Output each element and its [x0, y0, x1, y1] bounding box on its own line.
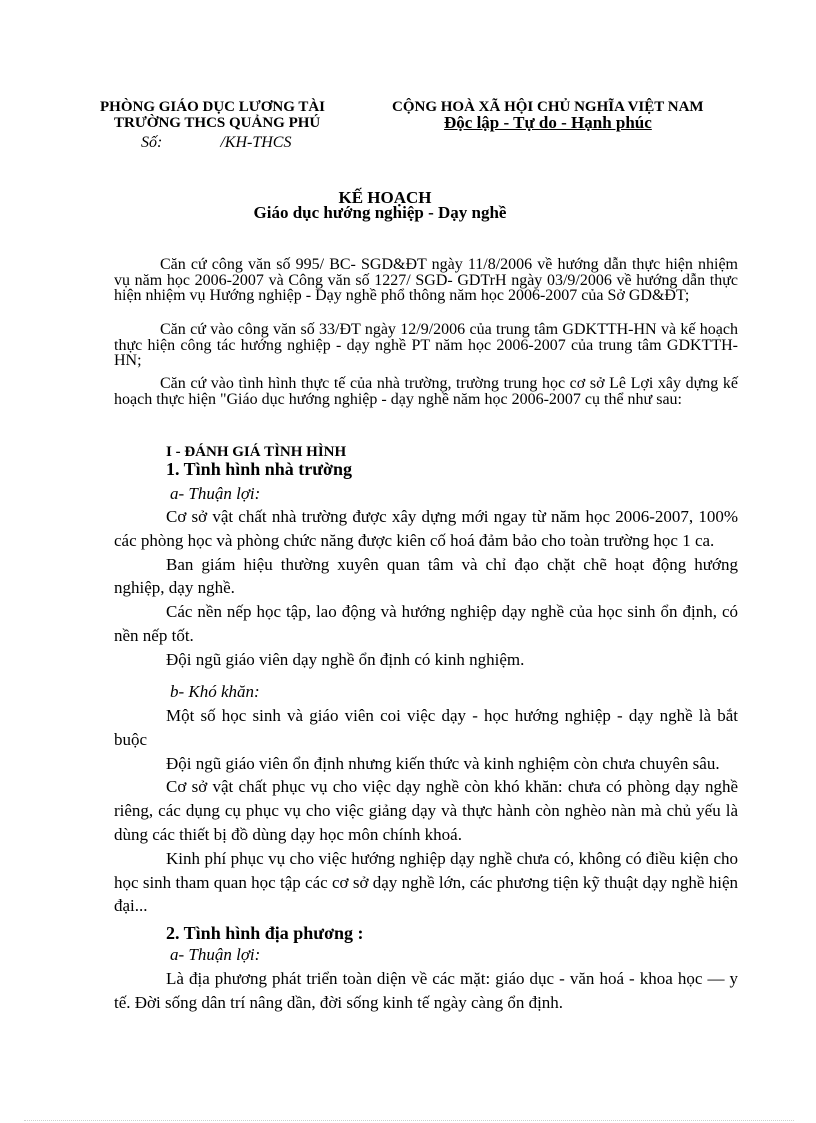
national-title: CỘNG HOÀ XÃ HỘI CHỦ NGHĨA VIỆT NAM [392, 99, 704, 115]
subsection-heading: 2. Tình hình địa phương : [166, 923, 364, 943]
body-paragraph: Đội ngũ giáo viên dạy nghề ổn định có kinh nghiệm. [166, 649, 525, 669]
body-paragraph: Ban giám hiệu thường xuyên quan tâm và chỉ đạo chặt chẽ hoạt động hướng nghiệp, dạy nghề. [114, 554, 738, 598]
national-motto: Độc lập - Tự do - Hạnh phúc [444, 113, 652, 132]
document-number-label: Số: [141, 134, 163, 151]
difficulties-list [114, 704, 738, 918]
body-paragraph: Đội ngũ giáo viên ổn định nhưng kiến thức và kinh nghiệm còn chưa chuyên sâu. [166, 753, 720, 773]
agency-header [100, 99, 325, 131]
body-paragraph: Một số học sinh và giáo viên coi việc dạy - học hướng nghiệp - dạy nghề là bắt buộc [114, 706, 738, 749]
section-heading: I - ĐÁNH GIÁ TÌNH HÌNH [166, 444, 347, 460]
agency-name: PHÒNG GIÁO DỤC LƯƠNG TÀI [100, 99, 326, 115]
preamble-paragraph: Căn cứ công văn số 995/ BC- SGD&ĐT ngày 11/8/2006 về hướng dẫn thực hiện nhiệm vụ năm học 2006-2007 và Công văn số 1227/ SGD- GDTrH ngày 03/9/2006 về hướng dẫn thực hiện nhiệm vụ Hướng nghiệp - Dạy nghề phổ thông năm học 2006-2007 của Sở GD&ĐT; [114, 256, 738, 305]
preamble-paragraph: Căn cứ vào công văn số 33/ĐT ngày 12/9/2006 của trung tâm GDKTTH-HN và kế hoạch thực hiện công tác hướng nghiệp - dạy nghề PT năm học 2006-2007 của trung tâm GDKTTH-HN; [114, 321, 738, 370]
local-advantages-list [114, 967, 738, 1015]
body-paragraph: Kinh phí phục vụ cho việc hướng nghiệp dạy nghề chưa có, không có điều kiện cho học sinh tham quan học tập các cơ sở dạy nghề lớn, các phương tiện kỹ thuật dạy nghề hiện đại... [114, 848, 738, 916]
document-number [141, 134, 291, 152]
body-paragraph: Là địa phương phát triển toàn diện về các mặt: giáo dục - văn hoá - khoa học — y tế. Đời sống dân trí nâng dần, đời sống kinh tế ngày càng ổn định. [114, 969, 738, 1012]
document-number-code: /KH-THCS [220, 134, 292, 151]
document-subtitle: Giáo dục hướng nghiệp - Dạy nghề [253, 203, 507, 222]
advantages-list [114, 505, 738, 672]
advantages-label: a- Thuận lợi: [170, 484, 261, 503]
body-paragraph: Cơ sở vật chất phục vụ cho việc dạy nghề còn khó khăn: chưa có phòng dạy nghề riêng, các dụng cụ phục vụ cho việc giảng dạy và thực hành còn nghèo nàn mà chủ yếu là dùng các thiết bị đồ dùng dạy học môn chính khoá. [114, 777, 738, 844]
school-name: TRƯỜNG THCS QUẢNG PHÚ [114, 115, 321, 131]
national-header [392, 99, 704, 131]
body-paragraph: Các nền nếp học tập, lao động và hướng nghiệp dạy nghề của học sinh ổn định, có nền nếp tốt. [114, 602, 738, 645]
difficulties-label: b- Khó khăn: [170, 682, 260, 701]
preamble-paragraph: Căn cứ vào tình hình thực tế của nhà trường, trường trung học cơ sở Lê Lợi xây dựng kế hoạch thực hiện "Giáo dục hướng nghiệp - dạy nghề năm học 2006-2007 cụ thể như sau: [114, 375, 738, 408]
document-title: KẾ HOẠCH [338, 188, 432, 207]
body-paragraph: Cơ sở vật chất nhà trường được xây dựng mới ngay từ năm học 2006-2007, 100% các phòng học và phòng chức năng được kiên cố hoá đảm bảo cho toàn trường học 1 ca. [114, 507, 738, 550]
page-border [24, 1120, 794, 1121]
local-advantages-label: a- Thuận lợi: [170, 945, 261, 964]
subsection-heading: 1. Tình hình nhà trường [166, 459, 353, 479]
